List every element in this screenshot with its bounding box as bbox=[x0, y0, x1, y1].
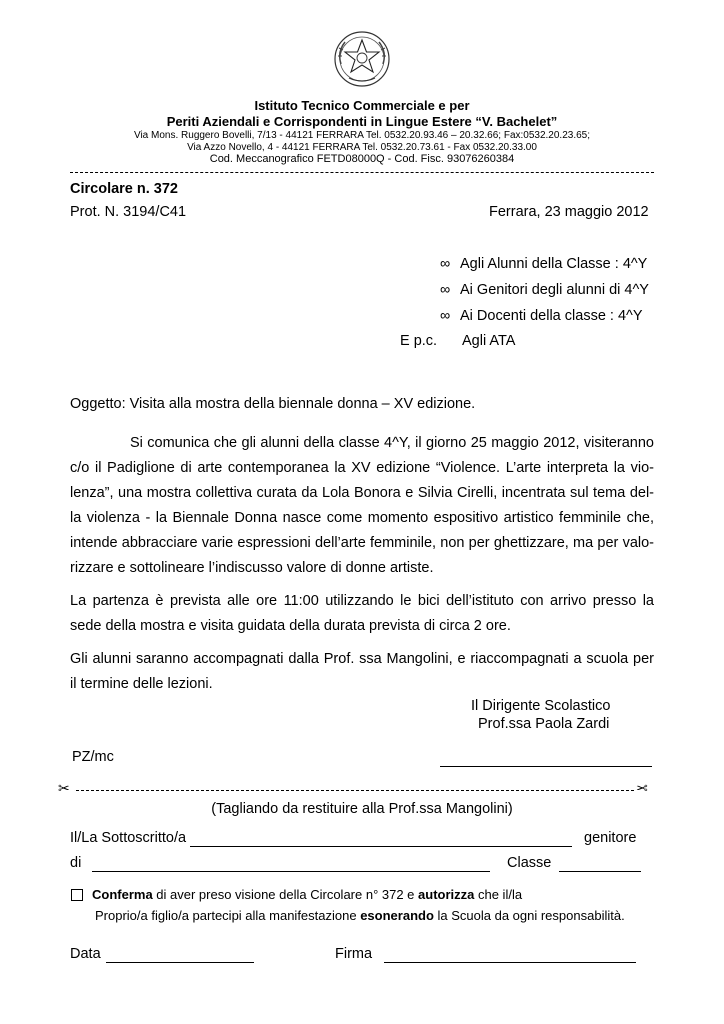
emblem-icon bbox=[333, 30, 391, 88]
conferma-line bbox=[92, 887, 522, 902]
body-line: rizzare e sottolineare l’indiscusso valore di donne artiste. bbox=[70, 560, 434, 576]
firma-label: Firma bbox=[335, 946, 373, 962]
sottoscritto-field[interactable] bbox=[190, 846, 572, 847]
di-label: di bbox=[70, 855, 82, 871]
conferma-bold: Conferma bbox=[92, 887, 153, 902]
cut-line bbox=[76, 790, 634, 791]
signature-name: Prof.ssa Paola Zardi bbox=[478, 716, 610, 732]
school-name-line2: Periti Aziendali e Corrispondenti in Lingue Estere “V. Bachelet” bbox=[166, 114, 558, 129]
classe-field[interactable] bbox=[559, 871, 641, 872]
header-divider bbox=[70, 172, 654, 173]
signature-line bbox=[440, 766, 652, 767]
body-line: La partenza è prevista alle ore 11:00 utilizzando le bici dell’istituto con arrivo presso la bbox=[70, 593, 654, 609]
firma-field[interactable] bbox=[384, 962, 636, 963]
recipient-students: Agli Alunni della Classe : 4^Y bbox=[460, 256, 648, 272]
genitore-label: genitore bbox=[584, 830, 637, 846]
subject-line: Oggetto: Visita alla mostra della biennale donna – XV edizione. bbox=[70, 396, 476, 412]
body-line: intende abbracciare varie espressioni dell’arte femminile, non per ghettizzare, ma per valo- bbox=[70, 535, 654, 551]
autorizza-bold: autorizza bbox=[418, 887, 475, 902]
data-label: Data bbox=[70, 946, 101, 962]
body-line: lenza”, una mostra collettiva curata da Lola Bonora e Silvia Cirelli, incentrata sul tema del- bbox=[70, 485, 654, 501]
classe-label: Classe bbox=[507, 855, 552, 871]
school-address1: Via Mons. Ruggero Bovelli, 7/13 - 44121 FERRARA Tel. 0532.20.93.46 – 20.32.66; Fax:0532.20.23.65; bbox=[133, 130, 591, 141]
infinity-bullet-icon: ∞ bbox=[440, 282, 451, 298]
initials: PZ/mc bbox=[72, 749, 114, 765]
place-date: Ferrara, 23 maggio 2012 bbox=[489, 204, 649, 220]
protocol-number: Prot. N. 3194/C41 bbox=[70, 204, 187, 220]
school-codes: Cod. Meccanografico FETD08000Q - Cod. Fisc. 93076260384 bbox=[209, 153, 515, 165]
recipient-parents: Ai Genitori degli alunni di 4^Y bbox=[460, 282, 649, 298]
scissors-icon: ✂ bbox=[636, 780, 648, 796]
body-line: Si comunica che gli alunni della classe 4^Y, il giorno 25 maggio 2012, visiteranno bbox=[130, 435, 654, 451]
school-address2: Via Azzo Novello, 4 - 44121 FERRARA Tel. 0532.20.73.61 - Fax 0532.20.33.00 bbox=[187, 142, 537, 153]
conferma-text1: di aver preso visione della Circolare n° 372 e bbox=[152, 887, 419, 902]
child-name-field[interactable] bbox=[92, 871, 490, 872]
sottoscritto-label: Il/La Sottoscritto/a bbox=[70, 830, 187, 846]
body-line: c/o il Padiglione di arte contemporanea la XV edizione “Violence. L’arte interpreta la vio- bbox=[70, 460, 654, 476]
infinity-bullet-icon: ∞ bbox=[440, 256, 451, 272]
coupon-title: (Tagliando da restituire alla Prof.ssa Mangolini) bbox=[211, 801, 513, 817]
body-line: la violenza - la Biennale Donna nasce come momento espositivo artistico femminile che, bbox=[70, 510, 654, 526]
infinity-bullet-icon: ∞ bbox=[440, 308, 451, 324]
authorization-text2: la Scuola da ogni responsabilità. bbox=[433, 908, 625, 923]
circolare-number: Circolare n. 372 bbox=[70, 181, 178, 197]
authorization-text1: Proprio/a figlio/a partecipi alla manifestazione bbox=[95, 908, 361, 923]
body-line: Gli alunni saranno accompagnati dalla Prof. ssa Mangolini, e riaccompagnati a scuola per bbox=[70, 651, 654, 667]
scissors-icon: ✂ bbox=[58, 780, 70, 796]
school-name-line1: Istituto Tecnico Commerciale e per bbox=[254, 98, 470, 113]
body-line: il termine delle lezioni. bbox=[70, 676, 213, 692]
conferma-text2: che il/la bbox=[474, 887, 523, 902]
recipient-teachers: Ai Docenti della classe : 4^Y bbox=[460, 308, 643, 324]
authorization-line bbox=[95, 908, 625, 923]
conferma-checkbox[interactable] bbox=[71, 889, 83, 901]
esonerando-bold: esonerando bbox=[360, 908, 434, 923]
data-field[interactable] bbox=[106, 962, 254, 963]
signature-role: Il Dirigente Scolastico bbox=[471, 698, 611, 714]
body-line: sede della mostra e visita guidata della durata prevista di circa 2 ore. bbox=[70, 618, 511, 634]
epc-label: E p.c. bbox=[400, 333, 438, 349]
epc-recipient: Agli ATA bbox=[462, 333, 516, 349]
